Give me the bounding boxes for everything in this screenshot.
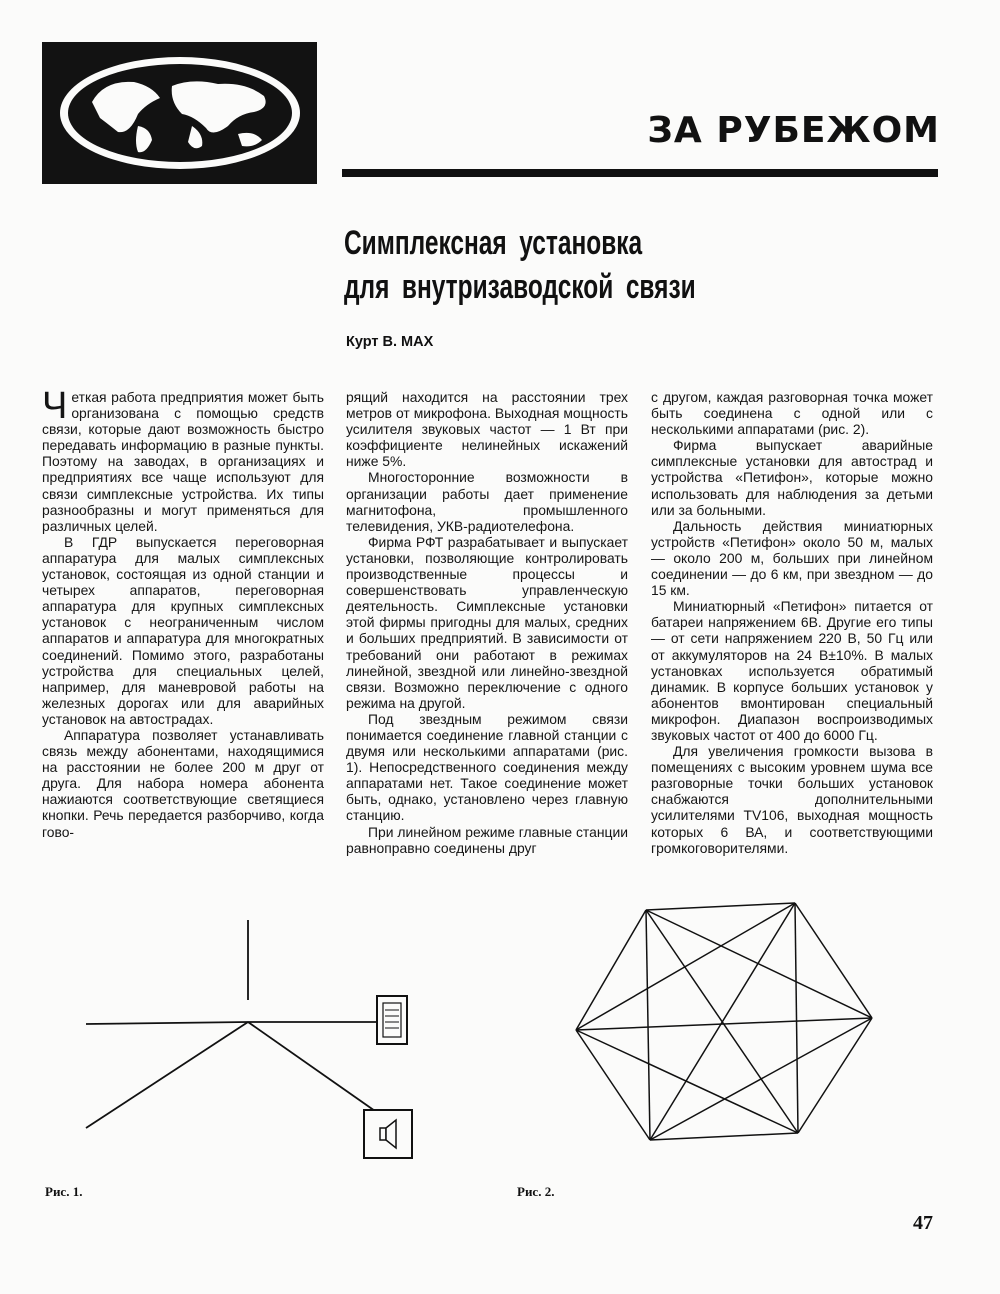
connection-line xyxy=(86,1022,248,1128)
paragraph: Четкая работа предприятия может быть организована с помощью средств связи, которые дают возможность быстро передавать информацию в разные пункты. Поэтому на заводах, в организациях и предприятиях все чаще используют для связи симплексные устройства. Их типы разнообразны и могут применяться для различных целей. xyxy=(42,385,324,534)
paragraph: Аппаратура позволяет устанавливать связь между абонентами, находящимися на расстоянии не более 200 м друг от друга. Для набора номера абонента нажиаются соответствующие светящиеся кнопки. Речь передается разборчиво, когда гово- xyxy=(42,726,324,840)
article-title-line-2: для внутризаводской связи xyxy=(344,268,696,306)
paragraph: Многосторонние возможности в организации работы дает применение магнитофона, промышленного телевидения, УКВ-радиотелефона. xyxy=(346,469,628,534)
connection-line xyxy=(795,903,798,1133)
wall-speaker-icon xyxy=(377,996,407,1044)
paragraph: При линейном режиме главные станции равноправно соединены друг xyxy=(346,823,628,856)
paragraph: Под звездным режимом связи понимается соединение главной станции с двумя или несколькими аппаратами (рис. 1). Непосредственного соединения между аппаратами нет. Такое соединение может быть, однако, установлено через главную станцию. xyxy=(346,710,628,824)
figure-2-caption: Рис. 2. xyxy=(517,1184,555,1199)
paragraph: В ГДР выпускается переговорная аппаратура для малых симплексных установок, состоящая из одной станции и четырех аппаратов, переговорная аппаратура для крупных симплексных установок с неограниченным числом аппаратов и аппаратура для многократных соединений. Помимо этого, разработаны устройства для специальных целей, например, для маневровой работы на железных дорогах или для аварийных установок на автострадах. xyxy=(42,533,324,727)
connection-line xyxy=(576,910,646,1030)
paragraph: Дальность действия миниатюрных устройств «Петифон» около 50 м, малых — около 200 м, больших при линейном соединении — до 6 км, при звездном — до 15 км. xyxy=(651,517,933,599)
paragraph: с другом, каждая разговорная точка может быть соединена с одной или с несколькими аппаратами (рис. 2). xyxy=(651,389,933,438)
paragraph: рящий находится на расстоянии трех метров от микрофона. Выходная мощность усилителя звуковых частот — 1 Вт при коэффициенте нелинейных искажений ниже 5%. xyxy=(346,389,628,470)
connection-line xyxy=(650,1133,798,1140)
connection-line xyxy=(646,903,795,910)
article-title-line-1: Симплексная установка xyxy=(344,224,643,262)
connection-line xyxy=(795,903,872,1018)
article-author: Курт В. МАХ xyxy=(346,334,434,350)
loudspeaker-icon xyxy=(364,1110,412,1158)
connection-line xyxy=(576,1030,798,1133)
paragraph: Для увеличения громкости вызова в помещениях с высоким уровнем шума все разговорные точки больших установок снабжаются дополнительными усилителями TV106, выходная мощность которых 6 ВА, и соответствующими громкоговорителями. xyxy=(651,743,933,856)
figure-2-mesh-network xyxy=(576,903,872,1140)
paragraph: Фирма выпускает аварийные симплексные установки для автострад и устройства «Петифон», которые можно использовать для наблюдения за детьми или за больными. xyxy=(651,437,933,518)
figure-1-caption: Рис. 1. xyxy=(45,1184,83,1199)
drop-cap: Ч xyxy=(42,385,68,427)
page-number: 47 xyxy=(913,1212,933,1234)
connection-line xyxy=(248,1022,385,1118)
paragraph: Миниатюрный «Петифон» питается от батареи напряжением 6В. Другие его типы — от сети напряжением 220 В, 50 Гц или от аккумуляторов на 24 В±10%. В малых установках используется обратимый динамик. В корпусе больших установок у абонентов вмонтирован специальный микрофон. Диапазон воспроизводимых звуковых частот от 400 до 6000 Гц. xyxy=(651,598,933,743)
paragraph: Фирма РФТ разрабатывает и выпускает установки, позволяющие контролировать производственные процессы и совершенствовать управленческую деятельность. Симплексные установки этой фирмы пригодны для малых, средних и больших предприятий. В зависимости от требований они работают в режимах линейной, звездной или линейно-звездной связи. Возможно переключение с одного режима на другой. xyxy=(346,533,628,711)
section-title: ЗА РУБЕЖОМ xyxy=(647,110,940,151)
connection-line xyxy=(798,1018,872,1133)
connection-line xyxy=(576,903,795,1030)
connection-line xyxy=(646,910,650,1140)
connection-line xyxy=(86,1022,248,1024)
connection-line xyxy=(646,910,872,1018)
